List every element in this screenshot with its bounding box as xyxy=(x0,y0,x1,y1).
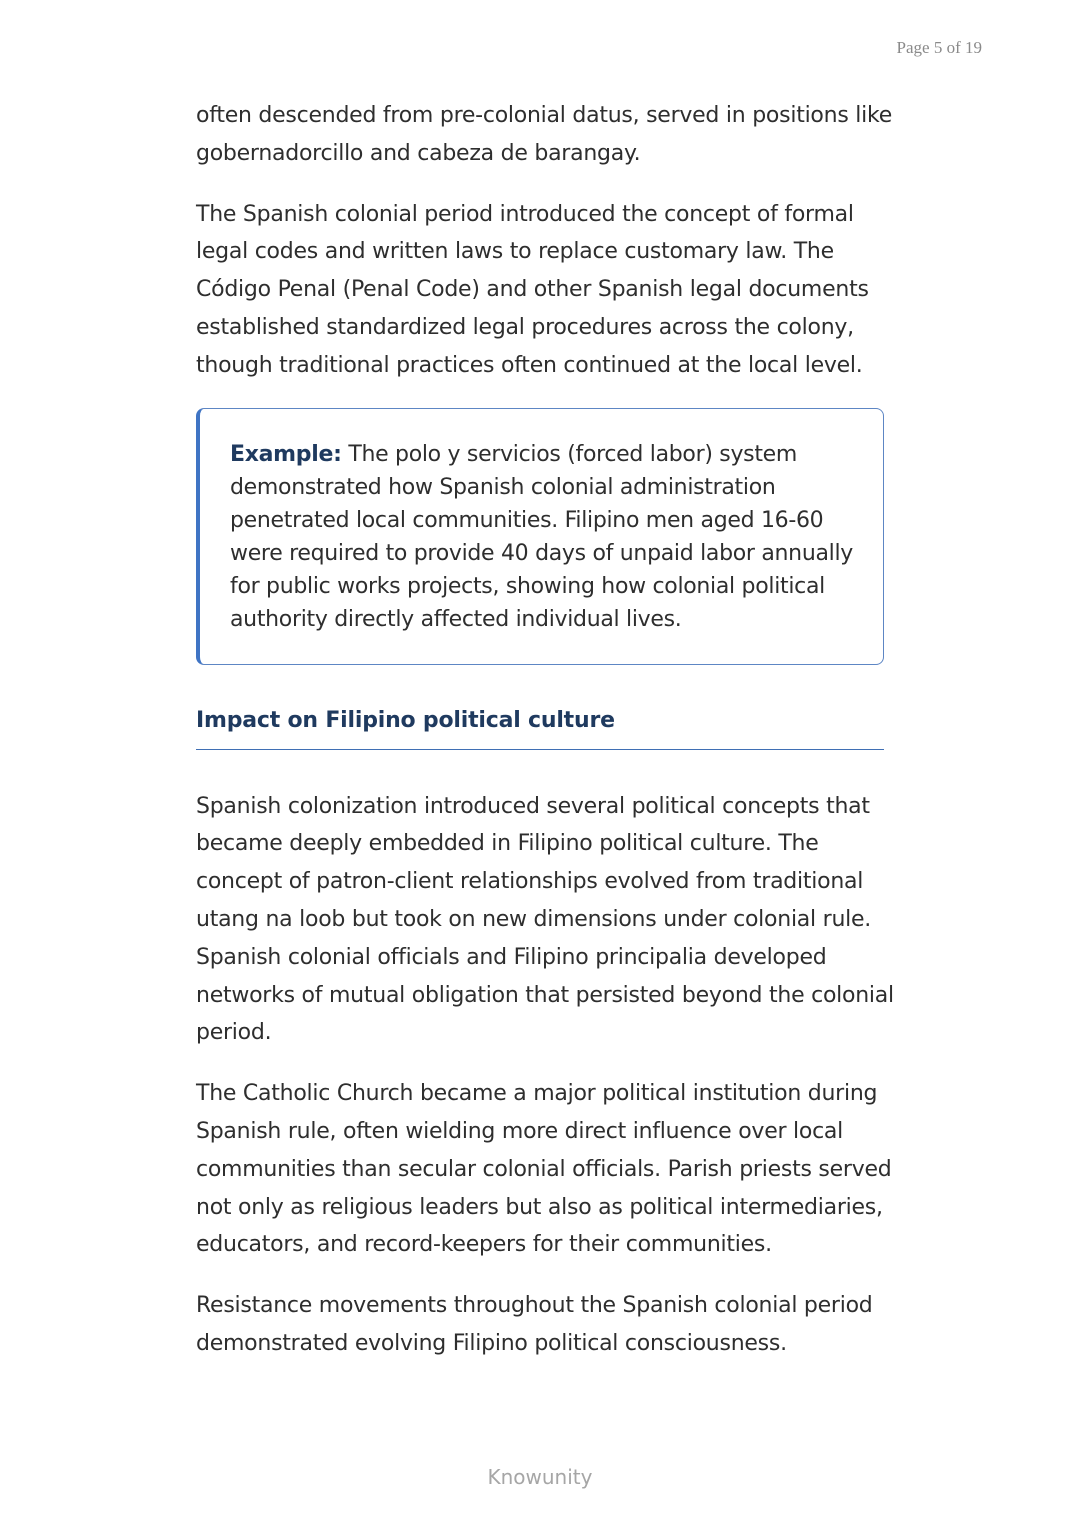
page-number: Page 5 of 19 xyxy=(896,38,982,57)
example-text-block xyxy=(230,438,863,636)
example-label: Example: xyxy=(230,441,342,467)
document-body xyxy=(196,97,896,1386)
paragraph-catholic-church: The Catholic Church became a major political institution during Spanish rule, often wielding more direct influence over local communities than secular colonial officials. Parish priests served not only as religious leaders but also as political intermediaries, educators, and record-keepers for their communities. xyxy=(196,1081,892,1258)
paragraph-patron-client: Spanish colonization introduced several political concepts that became deeply embedded in Filipino political culture. The concept of patron-client relationships evolved from traditional utang na loob but took on new dimensions under colonial rule. Spanish colonial officials and Filipino principalia developed networks of mutual obligation that persisted beyond the colonial period. xyxy=(196,793,894,1046)
section-heading: Impact on Filipino political culture xyxy=(196,707,615,733)
paragraph-resistance: Resistance movements throughout the Spanish colonial period demonstrated evolving Filipino political consciousness. xyxy=(196,1293,873,1356)
paragraph-legal-codes: The Spanish colonial period introduced the concept of formal legal codes and written laws to replace customary law. The Código Penal (Penal Code) and other Spanish legal documents established standardized legal procedures across the colony, though traditional practices often continued at the local level. xyxy=(196,201,869,378)
section-divider xyxy=(196,749,884,750)
footer-brand-logo: Knowunity xyxy=(487,1465,593,1489)
example-body: The polo y servicios (forced labor) system demonstrated how Spanish colonial administration penetrated local communities. Filipino men aged 16-60 were required to provide 40 days of unpaid labor annually for public works projects, showing how colonial political authority directly affected individual lives. xyxy=(230,441,853,632)
example-callout xyxy=(196,408,884,665)
paragraph-principalia: often descended from pre-colonial datus, served in positions like gobernadorcillo and cabeza de barangay. xyxy=(196,103,892,166)
